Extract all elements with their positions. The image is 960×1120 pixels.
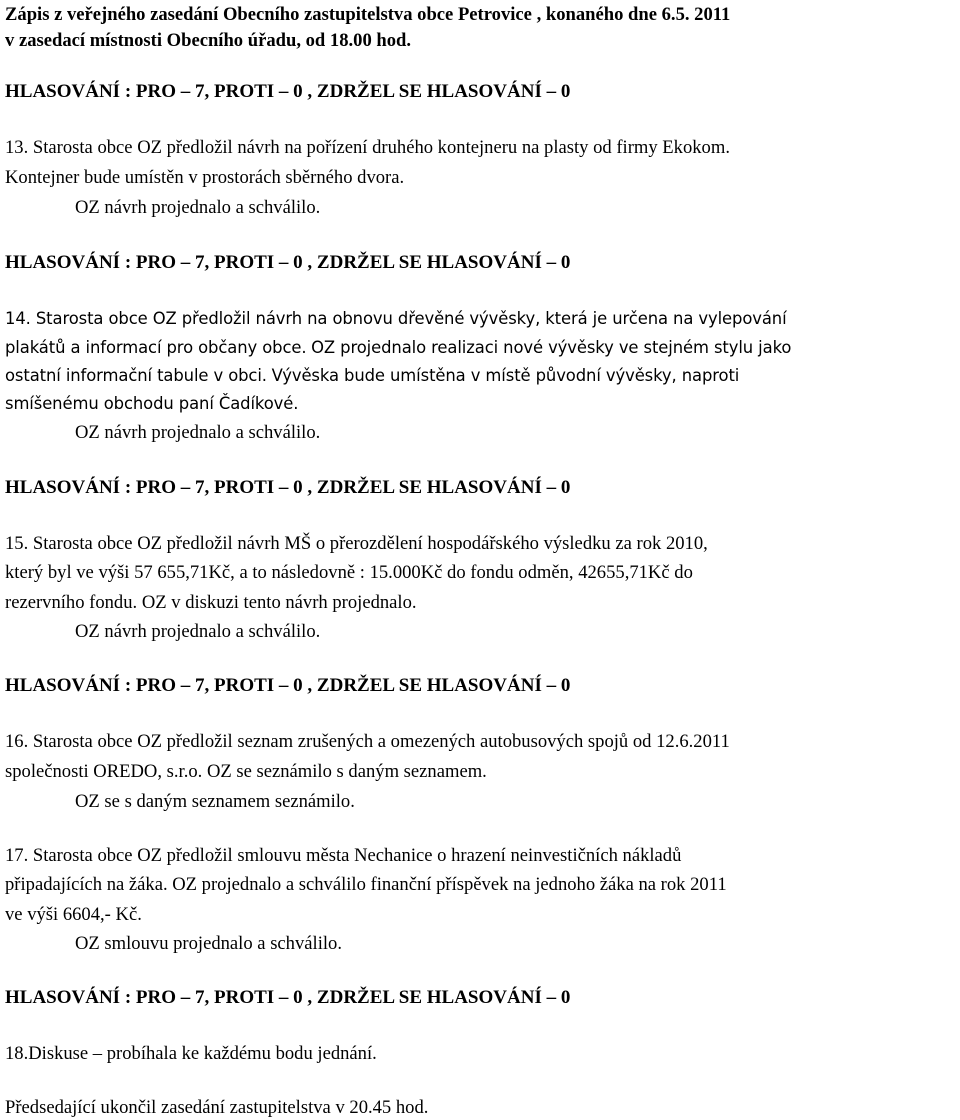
vote-result: HLASOVÁNÍ : PRO – 7, PROTI – 0 , ZDRŽEL SE HLASOVÁNÍ – 0 [5,81,571,102]
item-14-line-2 [5,336,791,360]
item-15-line-1: 15. Starosta obce OZ předložil návrh MŠ o přerozdělení hospodářského výsledku za rok 2010, [5,533,708,554]
item-15-line-3: rezervního fondu. OZ v diskuzi tento návrh projednalo. [5,592,417,613]
item-14-line-3-part-b: Vývěska bude umístěna v místě původní vývěsky, naproti [271,366,740,385]
item-15-resolution: OZ návrh projednalo a schválilo. [75,621,321,642]
item-13-line-1: 13. Starosta obce OZ předložil návrh na pořízení druhého kontejneru na plasty od firmy Ekokom. [5,137,730,158]
item-16-line-2: společnosti OREDO, s.r.o. OZ se seznámilo s daným seznamem. [5,761,487,782]
item-17-line-1: 17. Starosta obce OZ předložil smlouvu města Nechanice o hrazení neinvestičních nákladů [5,845,682,866]
item-14-line-1: 14. Starosta obce OZ předložil návrh na obnovu dřevěné vývěsky, která je určena na vylepování [5,309,787,328]
item-17-line-2: připadajících na žáka. OZ projednalo a schválilo finanční příspěvek na jednoho žáka na rok 2011 [5,874,727,895]
vote-result: HLASOVÁNÍ : PRO – 7, PROTI – 0 , ZDRŽEL SE HLASOVÁNÍ – 0 [5,987,571,1008]
item-18-line-1: 18.Diskuse – probíhala ke každému bodu jednání. [5,1043,377,1064]
document-title-line-1: Zápis z veřejného zasedání Obecního zastupitelstva obce Petrovice , konaného dne 6.5. 2011 [5,4,731,25]
vote-result: HLASOVÁNÍ : PRO – 7, PROTI – 0 , ZDRŽEL SE HLASOVÁNÍ – 0 [5,252,571,273]
item-14-line-3 [5,364,739,388]
item-14-line-2-part-a: plakátů a informací pro občany obce. [5,338,307,357]
document-title-line-2: v zasedací místnosti Obecního úřadu, od 18.00 hod. [5,30,412,51]
vote-result: HLASOVÁNÍ : PRO – 7, PROTI – 0 , ZDRŽEL SE HLASOVÁNÍ – 0 [5,477,571,498]
item-13-line-2: Kontejner bude umístěn v prostorách sběrného dvora. [5,167,405,188]
vote-result: HLASOVÁNÍ : PRO – 7, PROTI – 0 , ZDRŽEL SE HLASOVÁNÍ – 0 [5,675,571,696]
closing-statement: Předsedající ukončil zasedání zastupitelstva v 20.45 hod. [5,1097,429,1118]
item-14-line-3-part-a: ostatní informační tabule v obci. [5,366,267,385]
item-14-line-4: smíšenému obchodu paní Čadíkové. [5,394,299,413]
item-14-resolution: OZ návrh projednalo a schválilo. [75,422,321,443]
item-17-resolution: OZ smlouvu projednalo a schválilo. [75,933,342,954]
item-16-line-1: 16. Starosta obce OZ předložil seznam zrušených a omezených autobusových spojů od 12.6.2011 [5,731,730,752]
item-15-line-2: který byl ve výši 57 655,71Kč, a to následovně : 15.000Kč do fondu odměn, 42655,71Kč do [5,562,693,583]
item-16-resolution: OZ se s daným seznamem seznámilo. [75,791,355,812]
item-14-line-2-part-b: OZ projednalo realizaci nové vývěsky ve stejném stylu jako [311,338,792,357]
item-13-resolution: OZ návrh projednalo a schválilo. [75,197,321,218]
item-17-line-3: ve výši 6604,- Kč. [5,904,142,925]
